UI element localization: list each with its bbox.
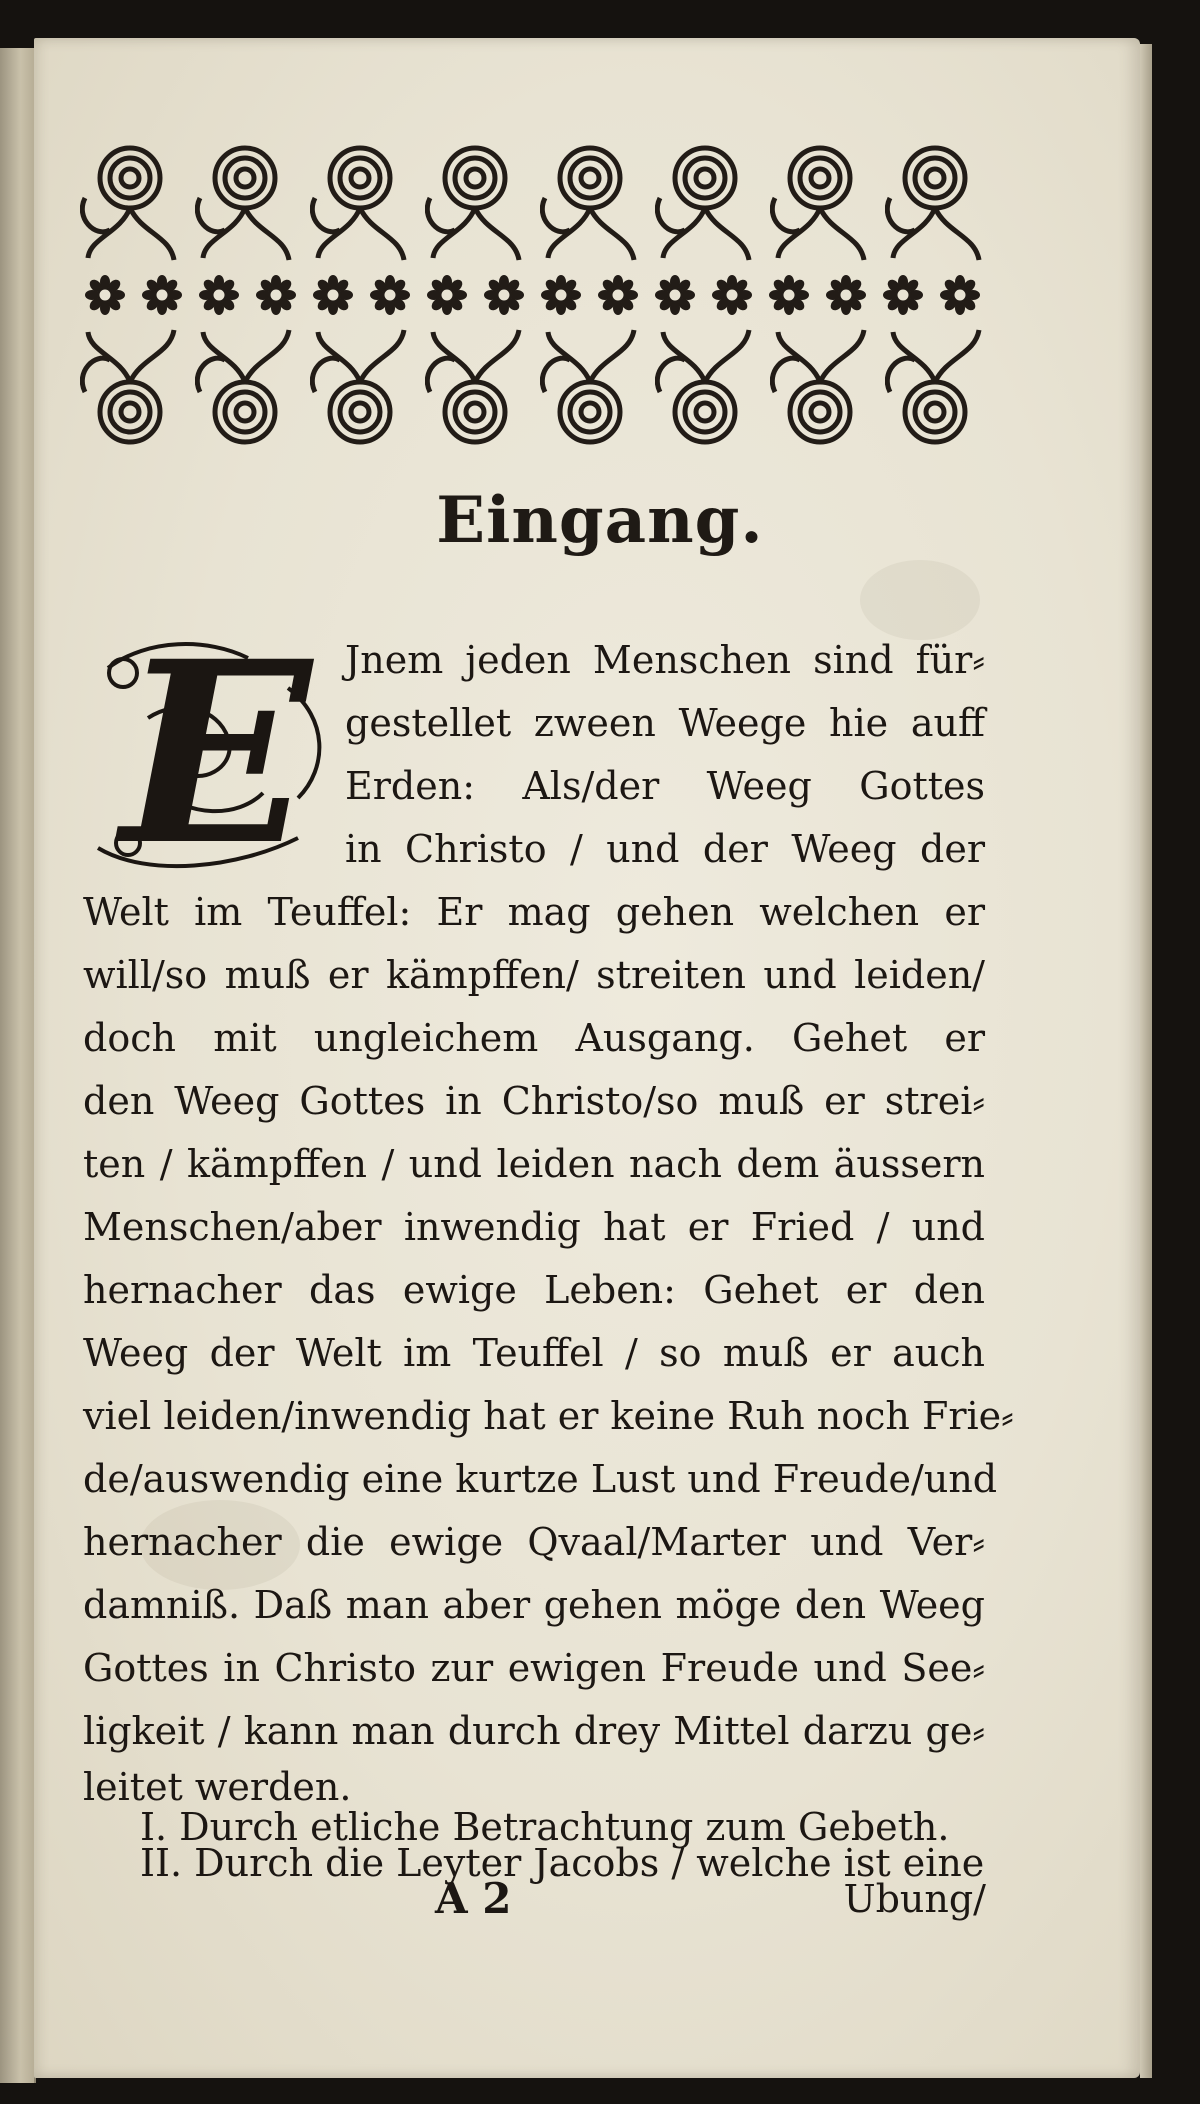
rosette-ornament-icon bbox=[422, 270, 472, 320]
text-line: viel leiden/inwendig hat er keine Ruh noch Frie⸗ bbox=[83, 1394, 1014, 1438]
ornament-row-bottom bbox=[80, 325, 985, 450]
floral-ornament-icon bbox=[195, 140, 295, 265]
text-line: hernacher das ewige Leben: Gehet er den bbox=[83, 1268, 985, 1312]
floral-ornament-icon bbox=[425, 325, 525, 450]
drop-cap-letter: E bbox=[120, 606, 312, 900]
floral-ornament-icon bbox=[425, 140, 525, 265]
text-line-last: leitet werden. bbox=[83, 1765, 352, 1809]
text-line: Weeg der Welt im Teuffel / so muß er auch bbox=[83, 1331, 985, 1375]
rosette-ornament-icon bbox=[878, 270, 928, 320]
text-line: Erden: Als/der Weeg Gottes bbox=[345, 764, 985, 808]
text-line: damniß. Daß man aber gehen möge den Weeg bbox=[83, 1583, 985, 1627]
text-line: in Christo / und der Weeg der bbox=[345, 827, 985, 871]
floral-ornament-icon bbox=[885, 325, 985, 450]
text-line: de/auswendig eine kurtze Lust und Freude/und bbox=[83, 1457, 998, 1501]
floral-ornament-icon bbox=[770, 325, 870, 450]
rosette-ornament-icon bbox=[593, 270, 643, 320]
rosette-ornament-icon bbox=[821, 270, 871, 320]
rosette-ornament-icon bbox=[650, 270, 700, 320]
rosette-ornament-icon bbox=[251, 270, 301, 320]
floral-ornament-icon bbox=[80, 325, 180, 450]
facing-page-edge bbox=[0, 48, 36, 2083]
text-line: Menschen/aber inwendig hat er Fried / und bbox=[83, 1205, 985, 1249]
rosette-ornament-icon bbox=[308, 270, 358, 320]
text-line: Welt im Teuffel: Er mag gehen welchen er bbox=[83, 890, 985, 934]
rosette-ornament-icon bbox=[365, 270, 415, 320]
text-line: hernacher die ewige Qvaal/Marter und Ver⸗ bbox=[83, 1520, 985, 1564]
rosette-ornament-icon bbox=[707, 270, 757, 320]
ornament-row-top bbox=[80, 140, 985, 265]
ornament-row-middle bbox=[80, 270, 985, 320]
text-line: Jnem jeden Menschen sind für⸗ bbox=[345, 638, 985, 682]
text-line: ligkeit / kann man durch drey Mittel darzu ge⸗ bbox=[83, 1709, 985, 1753]
floral-ornament-icon bbox=[540, 325, 640, 450]
rosette-ornament-icon bbox=[80, 270, 130, 320]
floral-ornament-icon bbox=[195, 325, 295, 450]
text-line: ten / kämpffen / und leiden nach dem äussern bbox=[83, 1142, 985, 1186]
section-heading: Eingang. bbox=[436, 483, 764, 558]
floral-ornament-icon bbox=[540, 140, 640, 265]
floral-ornament-icon bbox=[310, 325, 410, 450]
floral-ornament-icon bbox=[655, 140, 755, 265]
list-item-one: I. Durch etliche Betrachtung zum Gebeth. bbox=[140, 1805, 950, 1849]
floral-ornament-icon bbox=[310, 140, 410, 265]
text-line: den Weeg Gottes in Christo/so muß er strei⸗ bbox=[83, 1079, 985, 1123]
floral-ornament-icon bbox=[770, 140, 870, 265]
page-fore-edge bbox=[1140, 44, 1152, 2078]
rosette-ornament-icon bbox=[536, 270, 586, 320]
rosette-ornament-icon bbox=[935, 270, 985, 320]
list-item-two: II. Durch die Leyter Jacobs / welche ist eine bbox=[140, 1841, 985, 1885]
text-line: Gottes in Christo zur ewigen Freude und See⸗ bbox=[83, 1646, 985, 1690]
rosette-ornament-icon bbox=[479, 270, 529, 320]
signature-mark: A 2 bbox=[435, 1874, 512, 1923]
text-line: gestellet zween Weege hie auff bbox=[345, 701, 985, 745]
text-line: will/so muß er kämpffen/ streiten und leiden/ bbox=[83, 953, 985, 997]
rosette-ornament-icon bbox=[194, 270, 244, 320]
rosette-ornament-icon bbox=[137, 270, 187, 320]
floral-ornament-icon bbox=[885, 140, 985, 265]
paper-stain bbox=[860, 560, 980, 640]
rosette-ornament-icon bbox=[764, 270, 814, 320]
catchword: Ubung/ bbox=[843, 1877, 986, 1921]
floral-ornament-icon bbox=[80, 140, 180, 265]
text-line: doch mit ungleichem Ausgang. Gehet er bbox=[83, 1016, 985, 1060]
decorated-initial bbox=[88, 606, 338, 900]
floral-ornament-icon bbox=[655, 325, 755, 450]
